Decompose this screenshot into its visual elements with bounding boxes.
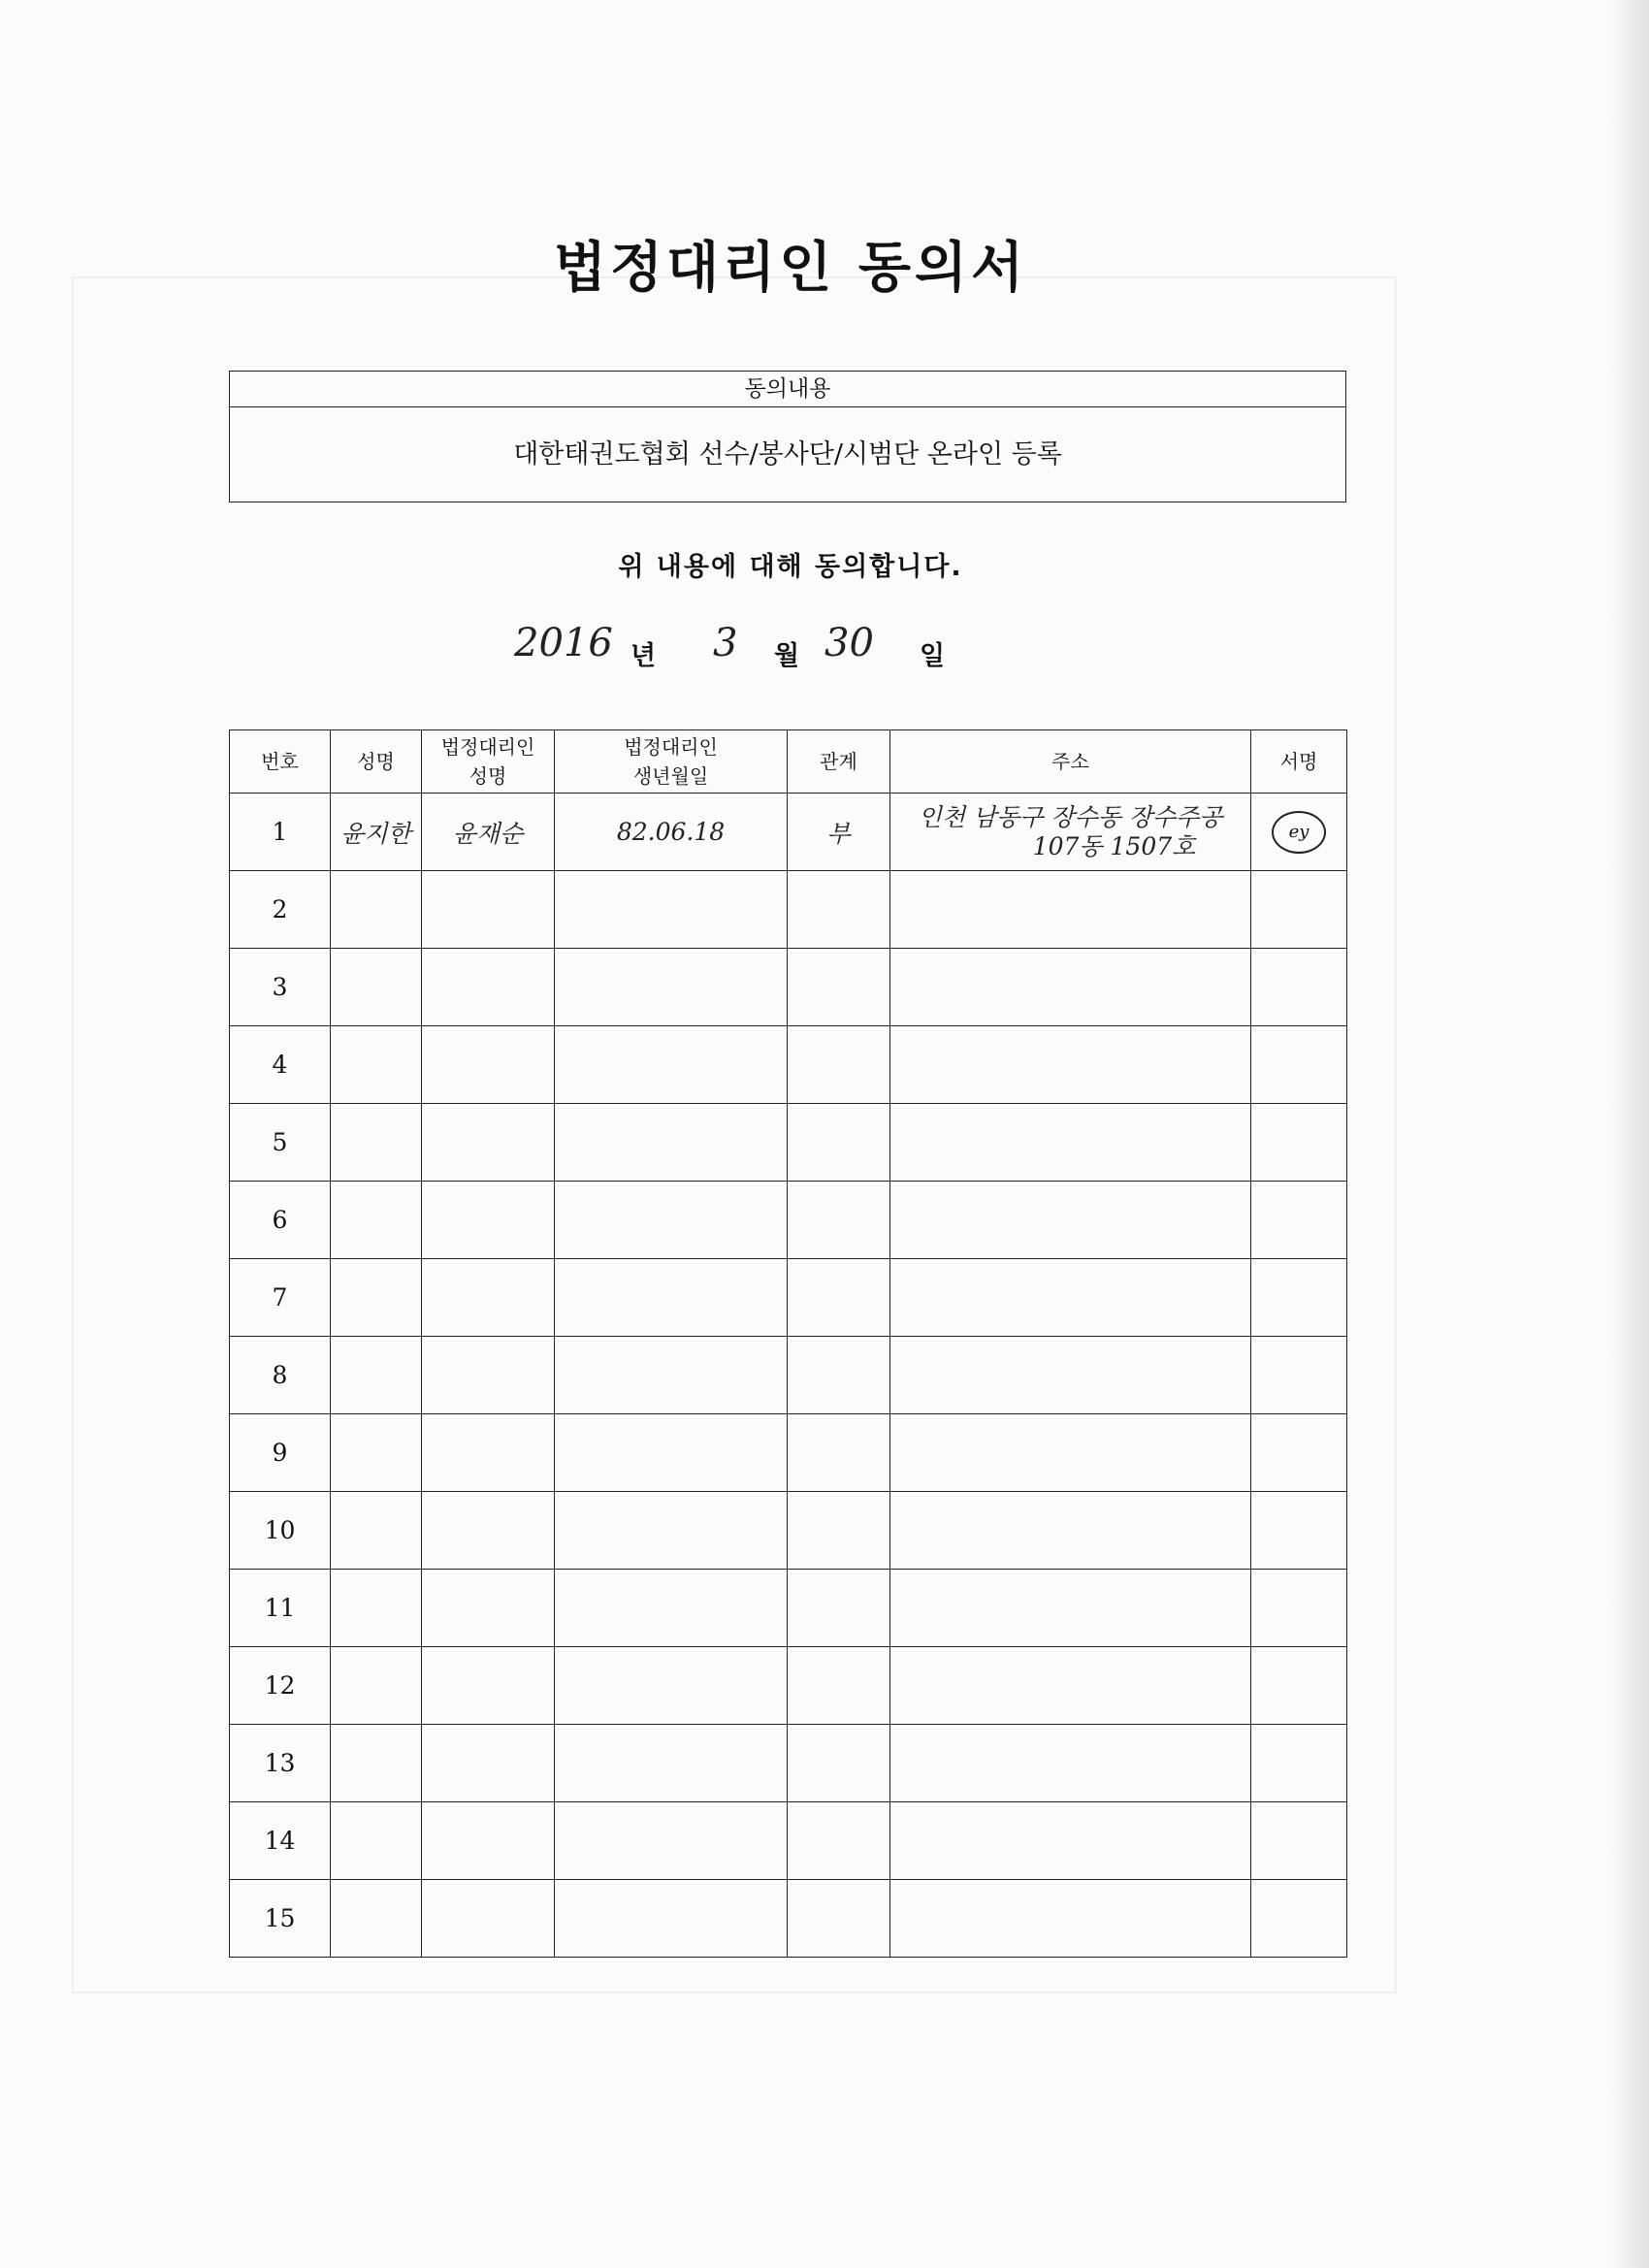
cell-address xyxy=(890,1492,1251,1570)
cell-relation xyxy=(788,949,890,1026)
cell-address xyxy=(890,1337,1251,1414)
cell-number: 6 xyxy=(230,1182,331,1259)
cell-address xyxy=(890,1259,1251,1337)
cell-number: 4 xyxy=(230,1026,331,1104)
cell-relation xyxy=(788,1492,890,1570)
date-line xyxy=(514,621,1096,679)
cell-number: 15 xyxy=(230,1880,331,1958)
cell-signature xyxy=(1251,949,1347,1026)
cell-name: 윤지한 xyxy=(331,794,422,871)
cell-guardian-birthdate xyxy=(555,1104,788,1182)
date-month-label: 월 xyxy=(774,641,800,671)
cell-signature xyxy=(1251,1104,1347,1182)
table-row xyxy=(230,1802,1347,1880)
cell-relation xyxy=(788,1182,890,1259)
cell-relation xyxy=(788,1259,890,1337)
cell-relation xyxy=(788,1880,890,1958)
cell-guardian-birthdate xyxy=(555,1259,788,1337)
header-guardian-birthdate: 법정대리인 생년월일 xyxy=(555,730,788,794)
cell-guardian-name: 윤재순 xyxy=(422,794,555,871)
cell-guardian-birthdate xyxy=(555,1337,788,1414)
cell-guardian-birthdate xyxy=(555,1182,788,1259)
cell-signature xyxy=(1251,794,1347,871)
cell-address xyxy=(890,1414,1251,1492)
table-row xyxy=(230,1026,1347,1104)
cell-address xyxy=(890,871,1251,949)
header-relation: 관계 xyxy=(788,730,890,794)
cell-address xyxy=(890,1026,1251,1104)
cell-signature xyxy=(1251,871,1347,949)
cell-name xyxy=(331,1414,422,1492)
cell-address xyxy=(890,1182,1251,1259)
cell-relation xyxy=(788,1414,890,1492)
table-row xyxy=(230,1337,1347,1414)
cell-name xyxy=(331,1570,422,1647)
cell-number: 13 xyxy=(230,1725,331,1802)
consent-content: 대한태권도협회 선수/봉사단/시범단 온라인 등록 xyxy=(513,439,1062,470)
cell-number: 5 xyxy=(230,1104,331,1182)
cell-signature xyxy=(1251,1026,1347,1104)
cell-relation xyxy=(788,1725,890,1802)
cell-number: 10 xyxy=(230,1492,331,1570)
cell-name xyxy=(331,1104,422,1182)
cell-signature xyxy=(1251,1725,1347,1802)
table-row xyxy=(230,949,1347,1026)
cell-name xyxy=(331,1337,422,1414)
address-line-2: 107동 1507호 xyxy=(1032,831,1196,860)
cell-address xyxy=(890,1725,1251,1802)
table-row xyxy=(230,1570,1347,1647)
date-day-value: 30 xyxy=(824,621,874,665)
cell-name xyxy=(331,1725,422,1802)
cell-guardian-birthdate xyxy=(555,1802,788,1880)
cell-name xyxy=(331,1802,422,1880)
cell-signature xyxy=(1251,1182,1347,1259)
cell-name xyxy=(331,949,422,1026)
cell-guardian-birthdate xyxy=(555,1026,788,1104)
cell-guardian-name xyxy=(422,1182,555,1259)
cell-relation xyxy=(788,1570,890,1647)
cell-guardian-birthdate: 82.06.18 xyxy=(555,794,788,871)
cell-address xyxy=(890,1104,1251,1182)
cell-relation xyxy=(788,871,890,949)
header-address: 주소 xyxy=(890,730,1251,794)
cell-number: 12 xyxy=(230,1647,331,1725)
cell-number: 2 xyxy=(230,871,331,949)
cell-guardian-birthdate xyxy=(555,1492,788,1570)
cell-guardian-name xyxy=(422,1492,555,1570)
cell-number: 3 xyxy=(230,949,331,1026)
cell-number: 7 xyxy=(230,1259,331,1337)
page-title: 법정대리인 동의서 xyxy=(553,237,1028,300)
cell-guardian-birthdate xyxy=(555,1414,788,1492)
table-row xyxy=(230,1492,1347,1570)
cell-address xyxy=(890,1802,1251,1880)
cell-signature xyxy=(1251,1647,1347,1725)
cell-name xyxy=(331,1492,422,1570)
cell-name xyxy=(331,871,422,949)
cell-guardian-birthdate xyxy=(555,1725,788,1802)
cell-name xyxy=(331,1182,422,1259)
cell-number: 9 xyxy=(230,1414,331,1492)
cell-signature xyxy=(1251,1414,1347,1492)
cell-number: 11 xyxy=(230,1570,331,1647)
signature-mark: ey xyxy=(1272,811,1326,854)
consent-box xyxy=(229,371,1346,502)
date-year-label: 년 xyxy=(630,641,657,671)
cell-address xyxy=(890,1570,1251,1647)
agreement-statement: 위 내용에 대해 동의합니다. xyxy=(618,552,963,582)
cell-guardian-birthdate xyxy=(555,949,788,1026)
table-row xyxy=(230,794,1347,871)
cell-name xyxy=(331,1026,422,1104)
cell-address xyxy=(890,1647,1251,1725)
cell-address xyxy=(890,1880,1251,1958)
table-row xyxy=(230,1182,1347,1259)
cell-number: 1 xyxy=(230,794,331,871)
cell-address xyxy=(890,949,1251,1026)
cell-guardian-name xyxy=(422,1802,555,1880)
cell-guardian-name xyxy=(422,1259,555,1337)
cell-relation xyxy=(788,1337,890,1414)
cell-guardian-name xyxy=(422,1880,555,1958)
cell-relation xyxy=(788,1802,890,1880)
date-month-value: 3 xyxy=(713,621,738,665)
cell-signature xyxy=(1251,1880,1347,1958)
cell-address xyxy=(890,794,1251,871)
guardian-table xyxy=(229,729,1347,1958)
table-row xyxy=(230,1259,1347,1337)
table-row xyxy=(230,1880,1347,1958)
cell-signature xyxy=(1251,1570,1347,1647)
cell-guardian-name xyxy=(422,1414,555,1492)
cell-guardian-birthdate xyxy=(555,1647,788,1725)
cell-guardian-name xyxy=(422,1026,555,1104)
cell-relation xyxy=(788,1026,890,1104)
cell-signature xyxy=(1251,1259,1347,1337)
cell-guardian-birthdate xyxy=(555,1570,788,1647)
header-signature: 서명 xyxy=(1251,730,1347,794)
cell-number: 14 xyxy=(230,1802,331,1880)
cell-signature xyxy=(1251,1337,1347,1414)
cell-guardian-name xyxy=(422,1337,555,1414)
cell-number: 8 xyxy=(230,1337,331,1414)
cell-relation xyxy=(788,1104,890,1182)
table-row xyxy=(230,1725,1347,1802)
cell-guardian-name xyxy=(422,949,555,1026)
date-day-label: 일 xyxy=(920,641,946,671)
cell-signature xyxy=(1251,1802,1347,1880)
cell-relation xyxy=(788,1647,890,1725)
header-number: 번호 xyxy=(230,730,331,794)
cell-guardian-name xyxy=(422,1104,555,1182)
address-line-1: 인천 남동구 장수동 장수주공 xyxy=(918,802,1223,831)
cell-guardian-birthdate xyxy=(555,871,788,949)
table-row xyxy=(230,1104,1347,1182)
cell-guardian-birthdate xyxy=(555,1880,788,1958)
cell-name xyxy=(331,1647,422,1725)
table-row xyxy=(230,871,1347,949)
cell-name xyxy=(331,1880,422,1958)
table-header-row xyxy=(230,730,1347,794)
cell-signature xyxy=(1251,1492,1347,1570)
cell-guardian-name xyxy=(422,1725,555,1802)
table-row xyxy=(230,1414,1347,1492)
scan-edge-shadow xyxy=(1608,0,1649,2268)
consent-heading: 동의내용 xyxy=(230,372,1345,407)
cell-name xyxy=(331,1259,422,1337)
cell-guardian-name xyxy=(422,1570,555,1647)
header-name: 성명 xyxy=(331,730,422,794)
cell-guardian-name xyxy=(422,1647,555,1725)
date-year-value: 2016 xyxy=(514,621,613,665)
header-guardian-name: 법정대리인 성명 xyxy=(422,730,555,794)
cell-guardian-name xyxy=(422,871,555,949)
table-row xyxy=(230,1647,1347,1725)
cell-relation: 부 xyxy=(788,794,890,871)
